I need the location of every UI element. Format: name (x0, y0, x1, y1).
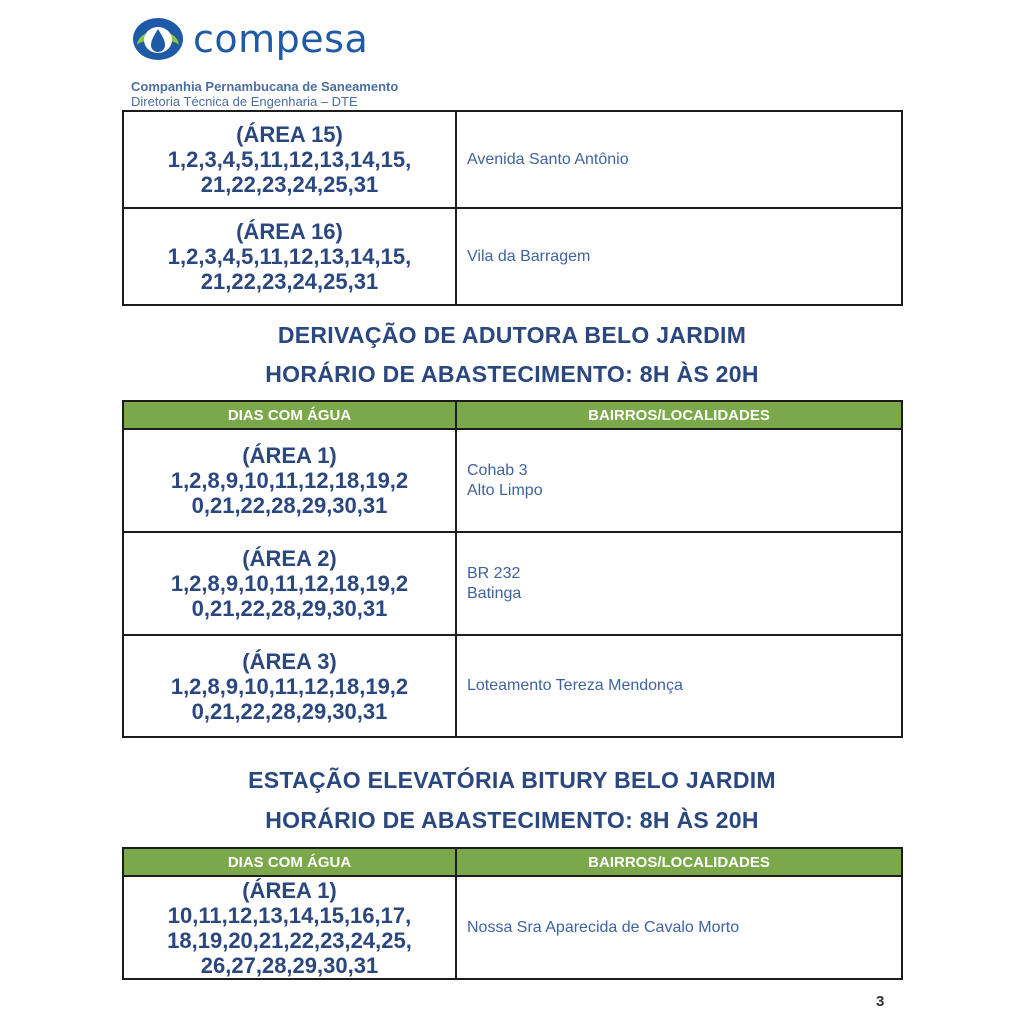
water-drop-logo-icon (131, 16, 185, 62)
table-row (123, 111, 902, 208)
days-line: 1,2,8,9,10,11,12,18,19,2 (170, 571, 409, 596)
organization-info (131, 79, 398, 109)
location-item: Nossa Sra Aparecida de Cavalo Morto (467, 918, 740, 936)
location-cell (456, 532, 902, 635)
location-cell (456, 635, 902, 737)
area-label: (ÁREA 15) (236, 122, 343, 147)
location-item: Avenida Santo Antônio (467, 150, 629, 168)
days-cell (123, 429, 456, 532)
area-label: (ÁREA 3) (242, 648, 337, 674)
table-row (123, 208, 902, 305)
location-item: Batinga (467, 584, 522, 602)
org-department: Diretoria Técnica de Engenharia – DTE (131, 94, 358, 109)
days-line: 18,19,20,21,22,23,24,25, (167, 927, 412, 953)
days-line: 1,2,3,4,5,11,12,13,14,15, (167, 244, 412, 269)
page-number: 3 (876, 993, 885, 1010)
location-cell (456, 429, 902, 532)
days-line: 0,21,22,28,29,30,31 (191, 596, 388, 621)
days-cell (123, 532, 456, 635)
days-cell (123, 635, 456, 737)
compesa-logo (131, 14, 368, 64)
column-header-locations: BAIRROS/LOCALIDADES (456, 848, 902, 876)
days-cell (123, 111, 456, 208)
logo-text: compesa (193, 17, 369, 61)
days-cell (123, 876, 456, 979)
days-line: 1,2,8,9,10,11,12,18,19,2 (170, 673, 409, 699)
location-item: Cohab 3 (467, 461, 528, 479)
schedule-heading: HORÁRIO DE ABASTECIMENTO: 8H ÀS 20H (265, 807, 759, 833)
table-header-row (123, 848, 902, 876)
column-header-days: DIAS COM ÁGUA (123, 848, 456, 876)
days-line: 21,22,23,24,25,31 (200, 269, 379, 294)
section-title: DERIVAÇÃO DE ADUTORA BELO JARDIM (277, 322, 747, 348)
area-label: (ÁREA 1) (242, 877, 337, 903)
location-cell (456, 111, 902, 208)
location-item: Alto Limpo (467, 481, 543, 499)
org-name: Companhia Pernambucana de Saneamento (131, 79, 399, 94)
schedule-table-continued (122, 110, 903, 306)
table-row (123, 635, 902, 737)
days-line: 21,22,23,24,25,31 (200, 172, 379, 197)
schedule-table-adutora (122, 400, 903, 738)
days-line: 1,2,3,4,5,11,12,13,14,15, (167, 147, 412, 172)
area-label: (ÁREA 16) (236, 219, 343, 244)
location-item: BR 232 (467, 564, 521, 582)
section-title: ESTAÇÃO ELEVATÓRIA BITURY BELO JARDIM (248, 767, 776, 793)
days-line: 1,2,8,9,10,11,12,18,19,2 (170, 468, 409, 493)
table-row (123, 876, 902, 979)
table-row (123, 532, 902, 635)
table-row (123, 429, 902, 532)
days-line: 10,11,12,13,14,15,16,17, (167, 902, 412, 928)
column-header-days: DIAS COM ÁGUA (123, 401, 456, 429)
area-label: (ÁREA 1) (242, 443, 337, 468)
location-cell (456, 876, 902, 979)
location-item: Vila da Barragem (467, 247, 591, 265)
days-line: 0,21,22,28,29,30,31 (191, 493, 388, 518)
table-header-row (123, 401, 902, 429)
days-line: 0,21,22,28,29,30,31 (191, 698, 388, 724)
location-item: Loteamento Tereza Mendonça (467, 677, 683, 694)
days-line: 26,27,28,29,30,31 (200, 952, 379, 978)
schedule-heading: HORÁRIO DE ABASTECIMENTO: 8H ÀS 20H (265, 361, 759, 387)
area-label: (ÁREA 2) (242, 546, 337, 571)
schedule-table-estacao (122, 847, 903, 980)
column-header-locations: BAIRROS/LOCALIDADES (456, 401, 902, 429)
location-cell (456, 208, 902, 305)
days-cell (123, 208, 456, 305)
